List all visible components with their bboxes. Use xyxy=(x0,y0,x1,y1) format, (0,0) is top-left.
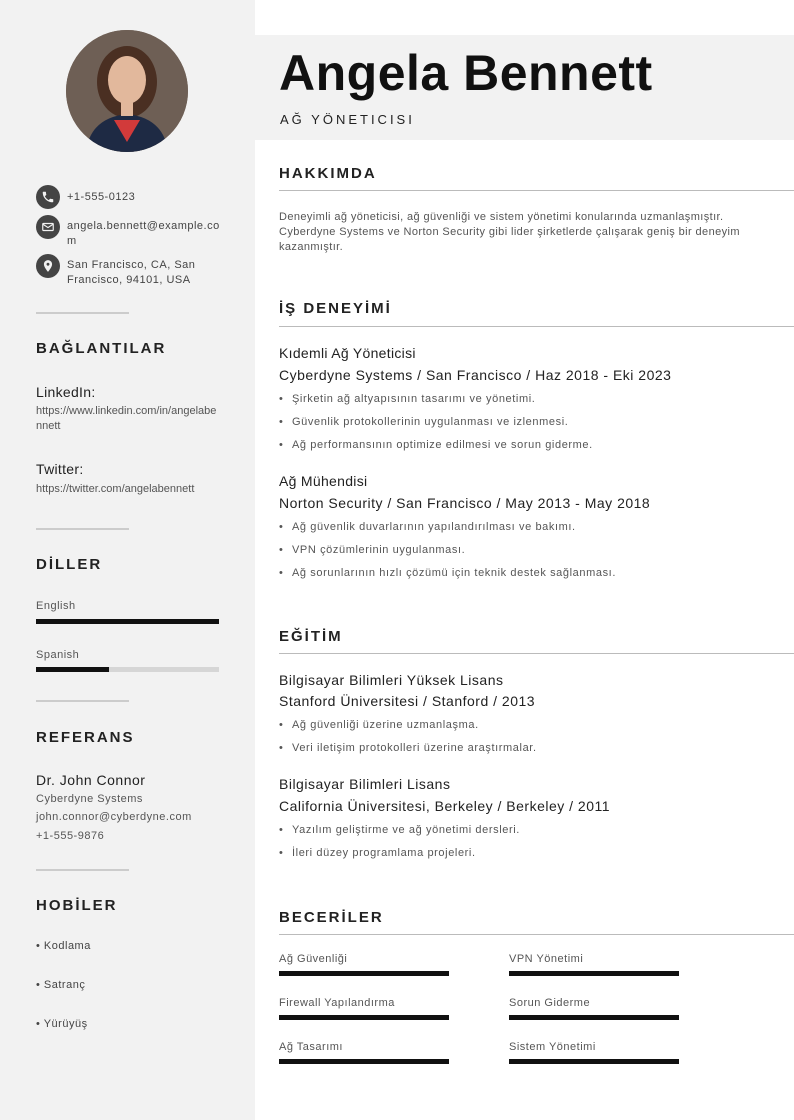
language-level-bar xyxy=(36,619,219,624)
section-rule xyxy=(279,326,794,327)
section-rule xyxy=(279,190,794,191)
languages-heading: DİLLER xyxy=(36,556,103,573)
education-heading: EĞİTİM xyxy=(279,628,343,645)
section-rule xyxy=(279,934,794,935)
linkedin-label: LinkedIn: xyxy=(36,384,96,400)
reference-name: Dr. John Connor xyxy=(36,772,146,788)
contact-address xyxy=(36,254,222,288)
email-text: angela.bennett@example.com xyxy=(67,220,220,247)
language-level-fill xyxy=(36,619,219,624)
education-bullet: • Yazılım geliştirme ve ağ yönetimi dersleri. xyxy=(279,824,520,836)
contact-email xyxy=(36,215,222,249)
hobby-item: • Kodlama xyxy=(36,940,91,952)
skill-level-bar xyxy=(279,1015,449,1020)
sidebar-divider xyxy=(36,528,129,530)
bullet-text: Ağ güvenliği üzerine uzmanlaşma. xyxy=(292,719,479,731)
address-text: San Francisco, CA, San Francisco, 94101, USA xyxy=(67,259,196,286)
references-heading: REFERANS xyxy=(36,729,135,746)
degree-school: Stanford Üniversitesi / Stanford / 2013 xyxy=(279,693,536,709)
job-company: Norton Security / San Francisco / May 2013 - May 2018 xyxy=(279,495,651,511)
skill-level-bar xyxy=(509,971,679,976)
reference-company: Cyberdyne Systems xyxy=(36,793,143,805)
bullet-text: Güvenlik protokollerinin uygulanması ve izlenmesi. xyxy=(292,416,569,428)
degree-title: Bilgisayar Bilimleri Yüksek Lisans xyxy=(279,672,504,688)
hobby-item: • Satranç xyxy=(36,979,86,991)
sidebar-divider xyxy=(36,700,129,702)
language-name: Spanish xyxy=(36,649,80,661)
job-role: Ağ Mühendisi xyxy=(279,473,368,489)
reference-email: john.connor@cyberdyne.com xyxy=(36,811,192,823)
education-bullet: • İleri düzey programlama projeleri. xyxy=(279,847,476,859)
bullet-text: Ağ sorunlarının hızlı çözümü için teknik destek sağlanması. xyxy=(292,567,616,579)
linkedin-link[interactable]: https://www.linkedin.com/in/angelabennett xyxy=(36,405,217,432)
job-bullet: • Ağ güvenlik duvarlarının yapılandırılması ve bakımı. xyxy=(279,521,576,533)
bullet-text: İleri düzey programlama projeleri. xyxy=(292,847,476,859)
bullet-text: Ağ performansının optimize edilmesi ve sorun giderme. xyxy=(292,439,593,451)
language-name: English xyxy=(36,600,76,612)
bullet-text: Yazılım geliştirme ve ağ yönetimi dersleri. xyxy=(292,824,520,836)
hobby-item: • Yürüyüş xyxy=(36,1018,88,1030)
skill-name: Ağ Tasarımı xyxy=(279,1041,343,1053)
degree-school: California Üniversitesi, Berkeley / Berkeley / 2011 xyxy=(279,798,611,814)
hobby-label: Kodlama xyxy=(43,940,91,952)
bullet-text: Şirketin ağ altyapısının tasarımı ve yönetimi. xyxy=(292,393,536,405)
twitter-link[interactable]: https://twitter.com/angelabennett xyxy=(36,483,195,495)
sidebar-divider xyxy=(36,312,129,314)
reference-phone: +1-555-9876 xyxy=(36,830,105,842)
language-level-bar xyxy=(36,667,219,672)
skill-name: VPN Yönetimi xyxy=(509,953,584,965)
bullet-text: Ağ güvenlik duvarlarının yapılandırılması ve bakımı. xyxy=(292,521,576,533)
experience-heading: İŞ DENEYİMİ xyxy=(279,300,392,317)
skill-level-bar xyxy=(279,971,449,976)
phone-text: +1-555-0123 xyxy=(67,191,136,203)
job-bullet: • Şirketin ağ altyapısının tasarımı ve yönetimi. xyxy=(279,393,536,405)
bullet-text: Veri iletişim protokolleri üzerine araştırmalar. xyxy=(292,742,537,754)
job-bullet: • Güvenlik protokollerinin uygulanması ve izlenmesi. xyxy=(279,416,569,428)
skills-heading: BECERİLER xyxy=(279,909,384,926)
education-bullet: • Veri iletişim protokolleri üzerine araştırmalar. xyxy=(279,742,537,754)
links-heading: BAĞLANTILAR xyxy=(36,340,167,357)
skill-level-bar xyxy=(279,1059,449,1064)
sidebar-divider xyxy=(36,869,129,871)
section-rule xyxy=(279,653,794,654)
twitter-label: Twitter: xyxy=(36,461,84,477)
skill-name: Firewall Yapılandırma xyxy=(279,997,395,1009)
profile-photo xyxy=(66,30,188,152)
skill-name: Sorun Giderme xyxy=(509,997,591,1009)
degree-title: Bilgisayar Bilimleri Lisans xyxy=(279,776,451,792)
education-bullet: • Ağ güvenliği üzerine uzmanlaşma. xyxy=(279,719,479,731)
candidate-name: Angela Bennett xyxy=(279,45,653,101)
job-role: Kıdemli Ağ Yöneticisi xyxy=(279,345,416,361)
about-text: Deneyimli ağ yöneticisi, ağ güvenliği ve sistem yönetimi konularında uzmanlaşmıştır. Cyberdyne Systems ve Norton Security gibi lider şirketlerde çalışarak geniş bir deneyim kazanmıştır. xyxy=(279,211,740,253)
phone-icon xyxy=(36,185,60,209)
location-pin-icon xyxy=(36,254,60,278)
skill-name: Ağ Güvenliği xyxy=(279,953,348,965)
job-bullet: • VPN çözümlerinin uygulanması. xyxy=(279,544,466,556)
hobby-label: Yürüyüş xyxy=(43,1018,88,1030)
skill-level-bar xyxy=(509,1015,679,1020)
skill-name: Sistem Yönetimi xyxy=(509,1041,596,1053)
candidate-title: AĞ YÖNETICISI xyxy=(280,112,415,127)
email-icon xyxy=(36,215,60,239)
about-heading: HAKKIMDA xyxy=(279,165,377,182)
skill-level-bar xyxy=(509,1059,679,1064)
bullet-text: VPN çözümlerinin uygulanması. xyxy=(292,544,466,556)
hobbies-heading: HOBİLER xyxy=(36,897,118,914)
language-level-fill xyxy=(36,667,109,672)
contact-phone xyxy=(36,185,222,209)
job-bullet: • Ağ performansının optimize edilmesi ve sorun giderme. xyxy=(279,439,593,451)
job-bullet: • Ağ sorunlarının hızlı çözümü için teknik destek sağlanması. xyxy=(279,567,616,579)
job-company: Cyberdyne Systems / San Francisco / Haz 2018 - Eki 2023 xyxy=(279,367,672,383)
hobby-label: Satranç xyxy=(43,979,86,991)
